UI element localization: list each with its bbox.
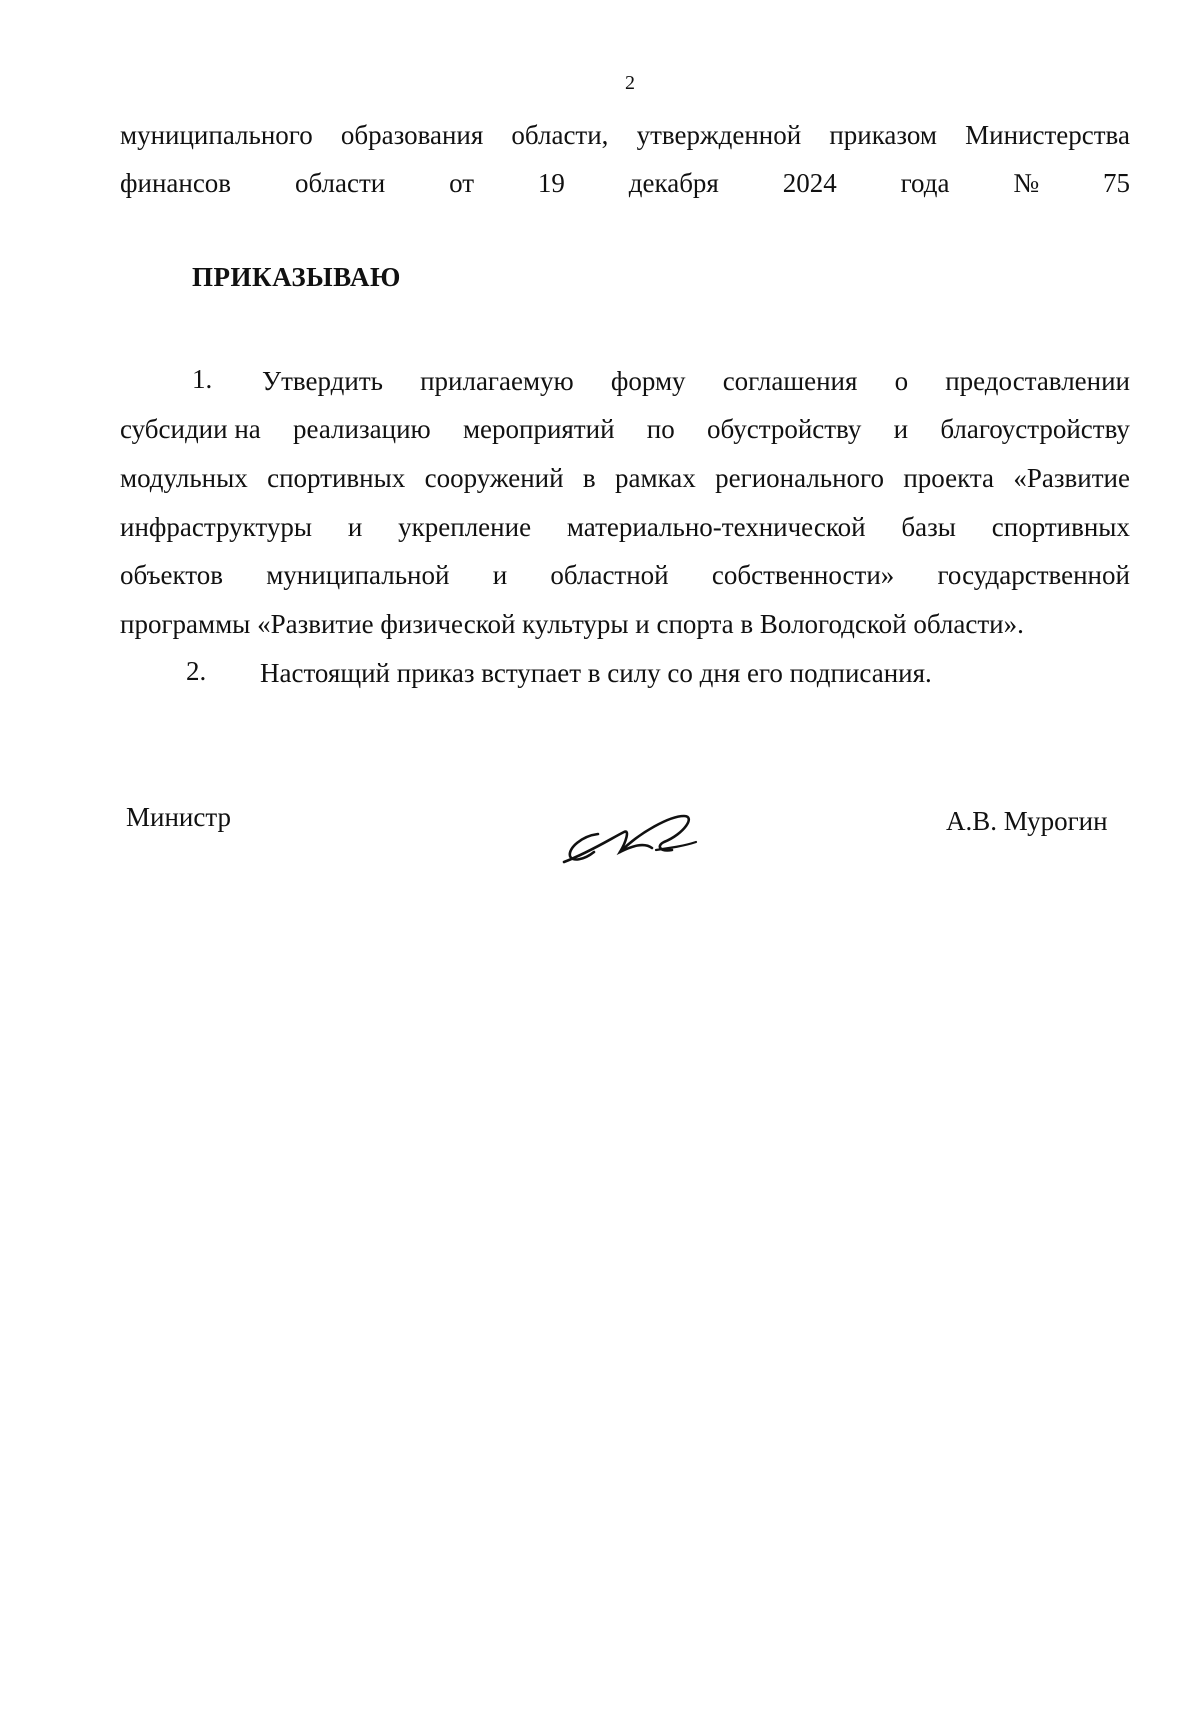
intro-line-2 (120, 166, 1130, 200)
word: о (894, 366, 909, 396)
word: муниципального (120, 120, 313, 150)
item-1-line-1 (262, 364, 1130, 398)
word: форму (610, 366, 686, 396)
word: сооружений (424, 463, 564, 493)
word: спортивных (991, 512, 1130, 542)
word: благоустройству (940, 414, 1130, 444)
word: «Развитие (1013, 463, 1130, 493)
word: модульных (120, 463, 248, 493)
word: в (582, 463, 596, 493)
word: собственности» (711, 560, 895, 590)
word: финансов (120, 168, 232, 198)
word: Министерства (965, 120, 1130, 150)
word: прилагаемую (420, 366, 574, 396)
word: 75 (1102, 168, 1130, 198)
item-2-text: Настоящий приказ вступает в силу со дня его подписания. (260, 658, 932, 688)
item-1-line-3 (120, 461, 1130, 495)
word: объектов (120, 560, 223, 590)
signatory-position: Министр (126, 802, 231, 832)
word: № (1013, 168, 1040, 198)
item-1-number: 1. (192, 364, 213, 394)
word: приказом (829, 120, 937, 150)
word: и (893, 414, 909, 444)
word: обустройству (707, 414, 862, 444)
order-heading: ПРИКАЗЫВАЮ (192, 262, 401, 292)
item-1-line-6 (120, 607, 1130, 641)
word: декабря (628, 168, 719, 198)
handwritten-signature (560, 812, 710, 872)
item-1-line-4 (120, 510, 1130, 544)
word: и (492, 560, 508, 590)
word: 19 (537, 168, 565, 198)
word: Утвердить (262, 366, 383, 396)
word: области (294, 168, 386, 198)
word: от (449, 168, 475, 198)
word: соглашения (722, 366, 858, 396)
page-number: 2 (625, 72, 635, 94)
word: проекта (903, 463, 994, 493)
word: образования (340, 120, 484, 150)
word: материально-технической (566, 512, 866, 542)
word: и (347, 512, 363, 542)
word: области, (511, 120, 609, 150)
item-2-number: 2. (186, 656, 207, 686)
signatory-name: А.В. Мурогин (946, 806, 1108, 836)
word: муниципальной (266, 560, 450, 590)
word: утвержденной (636, 120, 802, 150)
word: предоставлении (945, 366, 1130, 396)
word: базы (901, 512, 956, 542)
word: инфраструктуры (120, 512, 312, 542)
word: мероприятий (462, 414, 615, 444)
item-1-line-5 (120, 558, 1130, 592)
word: областной (550, 560, 669, 590)
word: спортивных (267, 463, 406, 493)
word: рамках (615, 463, 696, 493)
word: программы «Развитие физической культуры и спорта в Вологодской области». (120, 609, 1024, 639)
word: регионального (715, 463, 884, 493)
word: года (900, 168, 950, 198)
item-1-line-2 (120, 412, 1130, 446)
word: укрепление (398, 512, 532, 542)
word: государственной (937, 560, 1130, 590)
word: субсидии на (120, 414, 261, 444)
word: 2024 (782, 168, 837, 198)
intro-line-1 (120, 118, 1130, 152)
word: реализацию (293, 414, 431, 444)
word: по (646, 414, 675, 444)
